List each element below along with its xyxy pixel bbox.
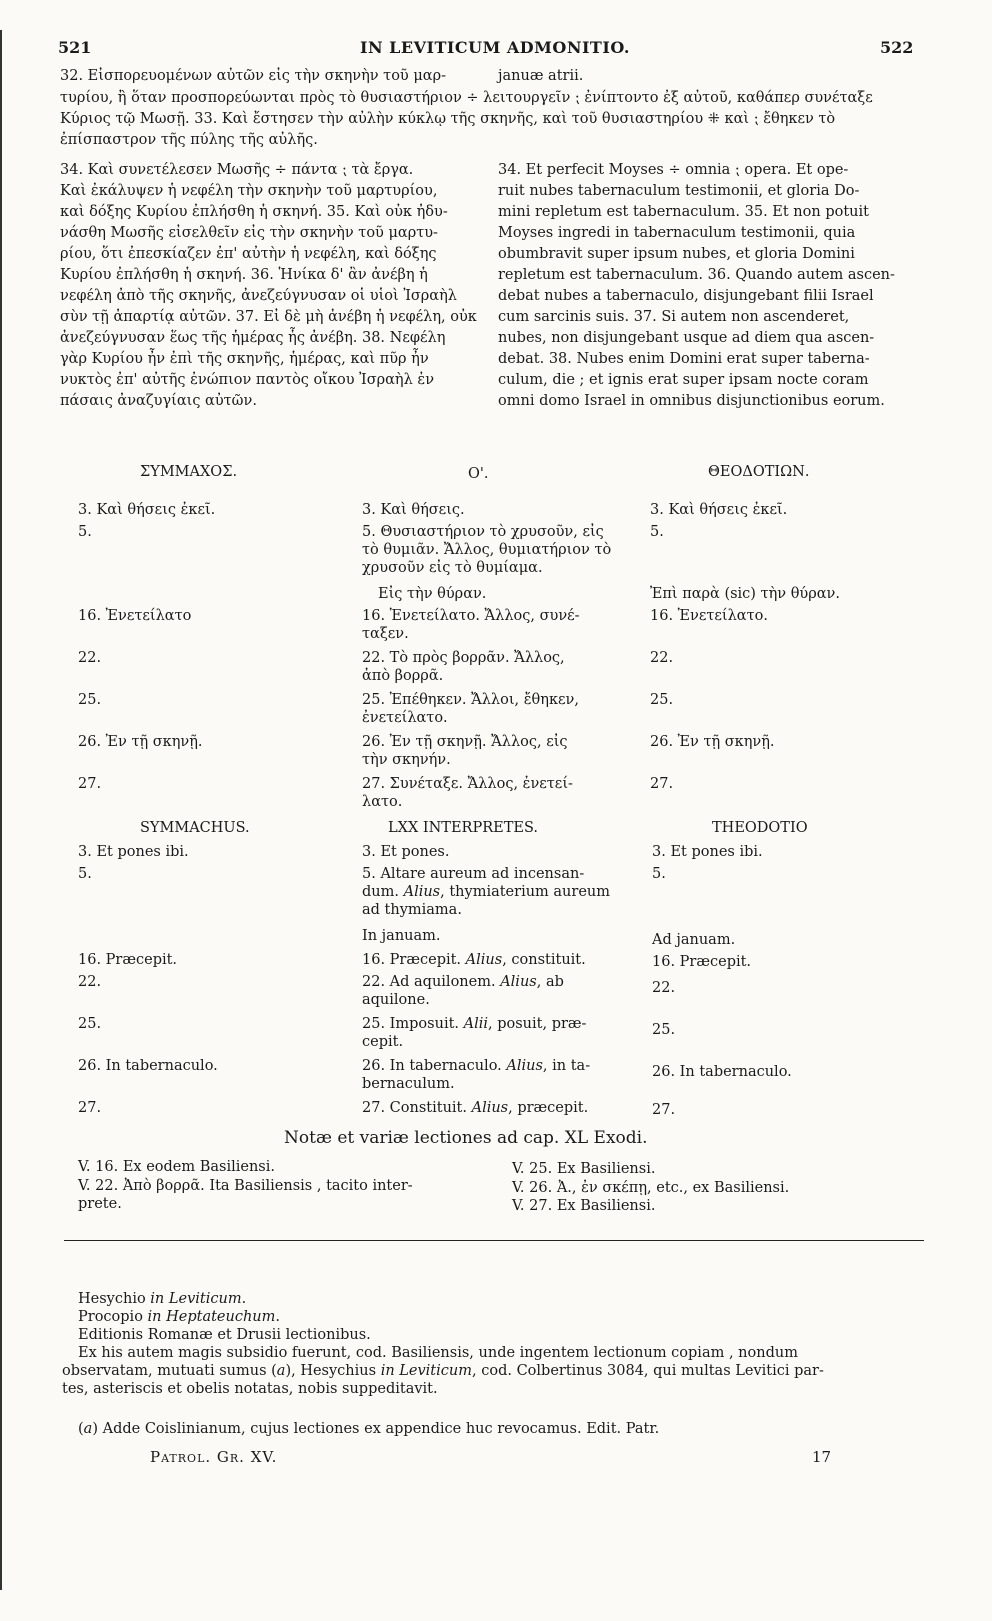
footnote-line	[62, 1362, 824, 1381]
row: τὸ θυμιᾶν. Ἄλλος, θυμιατήριον τὸ	[362, 542, 612, 558]
text: , posuit, præ-	[488, 1016, 587, 1032]
text: ) Adde Coislinianum, cujus lectiones ex appendice huc revocamus. Edit. Patr.	[92, 1421, 660, 1437]
row: 22.	[650, 650, 674, 666]
footer-collection: Patrol. Gr. XV.	[150, 1448, 278, 1466]
row: bernaculum.	[362, 1076, 455, 1092]
greek-verse-32: 32. Εἰσπορευομένων αὐτῶν εἰς τὴν σκηνὴν τοῦ μαρ-	[60, 68, 446, 84]
note-line: V. 27. Ex Basiliensi.	[512, 1198, 656, 1214]
greek-line: νεφέλη ἀπὸ τῆς σκηνῆς, ἀνεζεύγνυσαν οἱ υἱοὶ Ἰσραὴλ	[60, 288, 457, 304]
greek-line: Κυρίου ἐπλήσθη ἡ σκηνή. 36. Ἡνίκα δ' ἂν ἀνέβη ἡ	[60, 267, 428, 283]
row: 27.	[78, 776, 102, 792]
text: 16. Præcepit.	[362, 952, 466, 968]
text: , cod. Colbertinus 3084, qui multas Levitici par-	[472, 1363, 824, 1379]
row: 25.	[650, 692, 674, 708]
row: 26. Ἐν τῇ σκηνῇ.	[78, 734, 203, 750]
text: ), Hesychius	[285, 1363, 381, 1379]
row: 5.	[78, 524, 92, 540]
row: 16. Ἐνετείλατο.	[650, 608, 768, 624]
greek-verse-33: Κύριος τῷ Μωσῇ. 33. Καὶ ἔστησεν τὴν αὐλὴν κύκλῳ τῆς σκηνῆς, καὶ τοῦ θυσιαστηρίου ⁜ καὶ ⁏ ἔθηκεν τὸ	[60, 111, 836, 127]
latin-line: culum, die ; et ignis erat super ipsam nocte coram	[498, 372, 869, 388]
row: 27. Συνέταξε. Ἄλλος, ἐνετεί-	[362, 776, 573, 792]
heading-lxx-greek: Ο'.	[468, 466, 489, 482]
row: 27.	[652, 1102, 676, 1118]
text: , constituit.	[502, 952, 586, 968]
row: 5. Altare aureum ad incensan-	[362, 866, 585, 882]
alius-label: Alius	[403, 884, 441, 900]
text: 22. Ad aquilonem.	[362, 974, 501, 990]
row: 22.	[78, 974, 102, 990]
latin-line: Moyses ingredi in tabernaculum testimonii, quia	[498, 225, 856, 241]
row: ταξεν.	[362, 626, 409, 642]
footnote-divider	[64, 1240, 924, 1241]
note-line: V. 16. Ex eodem Basiliensi.	[78, 1159, 275, 1175]
row: 25.	[78, 1016, 102, 1032]
greek-line: καὶ δόξης Κυρίου ἐπλήσθη ἡ σκηνή. 35. Καὶ οὐκ ἠδυ-	[60, 204, 448, 220]
greek-verse-32-cont: τυρίου, ἢ ὅταν προσπορεύωνται πρὸς τὸ θυσιαστήριον ÷ λειτουργεῖν ⁏ ἐνίπτοντο ἐξ αὐτοῦ, καθάπερ συνέταξε	[60, 90, 873, 106]
row: 16. Præcepit.	[78, 952, 178, 968]
alii-label: Alii	[463, 1016, 489, 1032]
heading-theodotion-latin: THEODOTIO	[712, 820, 808, 836]
latin-line: cum sarcinis suis. 37. Si autem non ascenderet,	[498, 309, 850, 325]
row: 26. Ἐν τῇ σκηνῇ. Ἄλλος, εἰς	[362, 734, 568, 750]
latin-line: nubes, non disjungebant usque ad diem qua ascen-	[498, 330, 875, 346]
row: 3. Καὶ θήσεις ἐκεῖ.	[650, 502, 788, 518]
row: In januam.	[362, 928, 441, 944]
greek-verse-33-end: ἐπίσπαστρον τῆς πύλης τῆς αὐλῆς.	[60, 132, 318, 148]
footer-signature: 17	[812, 1448, 832, 1466]
text: in Leviticum	[380, 1363, 472, 1379]
text: Procopio	[78, 1309, 148, 1325]
text: , ab	[536, 974, 564, 990]
row: ἐνετείλατο.	[362, 710, 448, 726]
text: , in ta-	[542, 1058, 591, 1074]
row: 26. In tabernaculo.	[652, 1064, 792, 1080]
text: a	[276, 1363, 286, 1379]
greek-line: ἀνεζεύγνυσαν ἕως τῆς ἡμέρας ἧς ἀνέβη. 38. Νεφέλη	[60, 330, 446, 346]
row: τὴν σκηνήν.	[362, 752, 451, 768]
row: 27.	[650, 776, 674, 792]
greek-column	[60, 160, 480, 412]
row: 16. Præcepit.	[652, 954, 752, 970]
latin-line: debat. 38. Nubes enim Domini erat super taberna-	[498, 351, 870, 367]
text: in Leviticum	[150, 1291, 242, 1307]
greek-line: Καὶ ἐκάλυψεν ἡ νεφέλη τὴν σκηνὴν τοῦ μαρτυρίου,	[60, 183, 438, 199]
latin-line: mini repletum est tabernaculum. 35. Et non potuit	[498, 204, 869, 220]
text: a	[83, 1421, 93, 1437]
text: (	[78, 1421, 84, 1437]
running-title: IN LEVITICUM ADMONITIO.	[360, 38, 630, 57]
text: Hesychio	[78, 1291, 151, 1307]
row: λατο.	[362, 794, 403, 810]
text: 26. In tabernaculo.	[362, 1058, 507, 1074]
alius-label: Alius	[506, 1058, 543, 1074]
notes-title: Notæ et variæ lectiones ad cap. XL Exodi.	[284, 1128, 648, 1148]
heading-theodotion-greek: ΘΕΟΔΟΤΙΩΝ.	[708, 464, 810, 480]
row: 16. Ἐνετείλατο	[78, 608, 192, 624]
row: 3. Et pones.	[362, 844, 450, 860]
text: .	[275, 1309, 280, 1325]
latin-line: ruit nubes tabernaculum testimonii, et gloria Do-	[498, 183, 860, 199]
note-line: V. 22. Ἀπὸ βορρᾶ. Ita Basiliensis , tacito inter-	[78, 1178, 413, 1194]
text: dum.	[362, 884, 404, 900]
row: 3. Et pones ibi.	[78, 844, 189, 860]
row: 3. Καὶ θήσεις ἐκεῖ.	[78, 502, 216, 518]
text: 25. Imposuit.	[362, 1016, 464, 1032]
row: 25.	[652, 1022, 676, 1038]
heading-lxx-latin: LXX INTERPRETES.	[388, 820, 539, 836]
footnote-line	[78, 1308, 280, 1327]
row: 16. Ἐνετείλατο. Ἄλλος, συνέ-	[362, 608, 580, 624]
footnote-line	[78, 1290, 246, 1309]
row: 22. Τὸ πρὸς βορρᾶν. Ἄλλος,	[362, 650, 565, 666]
latin-column	[498, 160, 918, 412]
row: ad thymiama.	[362, 902, 462, 918]
alius-label: Alius	[500, 974, 537, 990]
latin-line: debat nubes a tabernaculo, disjungebant filii Israel	[498, 288, 874, 304]
note-line: V. 25. Ex Basiliensi.	[512, 1161, 656, 1177]
page-edge-rule	[0, 30, 2, 1590]
footnote-line: Ex his autem magis subsidio fuerunt, cod. Basiliensis, unde ingentem lectionum copiam , nondum	[78, 1345, 798, 1361]
footnote-line	[78, 1420, 659, 1439]
alius-label: Alius	[465, 952, 503, 968]
text: .	[241, 1291, 247, 1307]
row: 5.	[78, 866, 92, 882]
row: 5.	[650, 524, 664, 540]
page-number-left: 521	[58, 38, 92, 57]
row: Εἰς τὴν θύραν.	[378, 586, 487, 602]
text: 27. Constituit.	[362, 1100, 472, 1116]
row: 5. Θυσιαστήριον τὸ χρυσοῦν, εἰς	[362, 524, 604, 540]
row: 3. Et pones ibi.	[652, 844, 763, 860]
row: χρυσοῦν εἰς τὸ θυμίαμα.	[362, 560, 543, 576]
text: in Heptateuchum	[147, 1309, 276, 1325]
row: ἀπὸ βορρᾶ.	[362, 668, 444, 684]
note-line: prete.	[78, 1196, 122, 1212]
row	[362, 1098, 588, 1119]
row: 26. In tabernaculo.	[78, 1058, 218, 1074]
row: aquilone.	[362, 992, 430, 1008]
heading-symmachus-greek: ΣΥΜΜΑΧΟΣ.	[140, 464, 238, 480]
latin-line: obumbravit super ipsum nubes, et gloria Domini	[498, 246, 855, 262]
footnote-line: Editionis Romanæ et Drusii lectionibus.	[78, 1327, 371, 1343]
row: 27.	[78, 1100, 102, 1116]
text: , thymiaterium aureum	[440, 884, 610, 900]
latin-line: repletum est tabernaculum. 36. Quando autem ascen-	[498, 267, 895, 283]
greek-line: πάσαις ἀναζυγίαις αὐτῶν.	[60, 393, 257, 409]
greek-line: γὰρ Κυρίου ἦν ἐπὶ τῆς σκηνῆς, ἡμέρας, καὶ πῦρ ἦν	[60, 351, 429, 367]
row: 5.	[652, 866, 666, 882]
latin-line: omni domo Israel in omnibus disjunctionibus eorum.	[498, 393, 885, 409]
row: 22.	[652, 980, 676, 996]
row: Ἐπὶ παρὰ (sic) τὴν θύραν.	[650, 586, 840, 602]
page-number-right: 522	[880, 38, 914, 57]
row: 26. Ἐν τῇ σκηνῇ.	[650, 734, 775, 750]
note-line: V. 26. Ἀ., ἐν σκέπῃ, etc., ex Basiliensi.	[512, 1180, 790, 1196]
text: , præcepit.	[508, 1100, 589, 1116]
greek-line: νυκτὸς ἐπ' αὐτῆς ἐνώπιον παντὸς οἴκου Ἰσραὴλ ἐν	[60, 372, 435, 388]
row: 25.	[78, 692, 102, 708]
row: Ad januam.	[652, 932, 736, 948]
row	[362, 950, 586, 971]
greek-line: νάσθη Μωσῆς εἰσελθεῖν εἰς τὴν σκηνὴν τοῦ μαρτυ-	[60, 225, 438, 241]
alius-label: Alius	[471, 1100, 509, 1116]
latin-line: 34. Et perfecit Moyses ÷ omnia ⁏ opera. Et ope-	[498, 162, 849, 178]
heading-symmachus-latin: SYMMACHUS.	[140, 820, 250, 836]
row: cepit.	[362, 1034, 404, 1050]
text: observatam, mutuati sumus (	[62, 1363, 277, 1379]
greek-line: σὺν τῇ ἀπαρτίᾳ αὐτῶν. 37. Εἰ δὲ μὴ ἀνέβη ἡ νεφέλη, οὐκ	[60, 309, 477, 325]
latin-verse-32-end: januæ atrii.	[498, 68, 584, 84]
row: 25. Ἐπέθηκεν. Ἄλλοι, ἔθηκεν,	[362, 692, 579, 708]
greek-line: ρίου, ὅτι ἐπεσκίαζεν ἐπ' αὐτὴν ἡ νεφέλη, καὶ δόξης	[60, 246, 437, 262]
row: 22.	[78, 650, 102, 666]
row: 3. Καὶ θήσεις.	[362, 502, 465, 518]
greek-line: 34. Καὶ συνετέλεσεν Μωσῆς ÷ πάντα ⁏ τὰ ἔργα.	[60, 162, 414, 178]
footnote-line: tes, asteriscis et obelis notatas, nobis suppeditavit.	[62, 1381, 438, 1397]
